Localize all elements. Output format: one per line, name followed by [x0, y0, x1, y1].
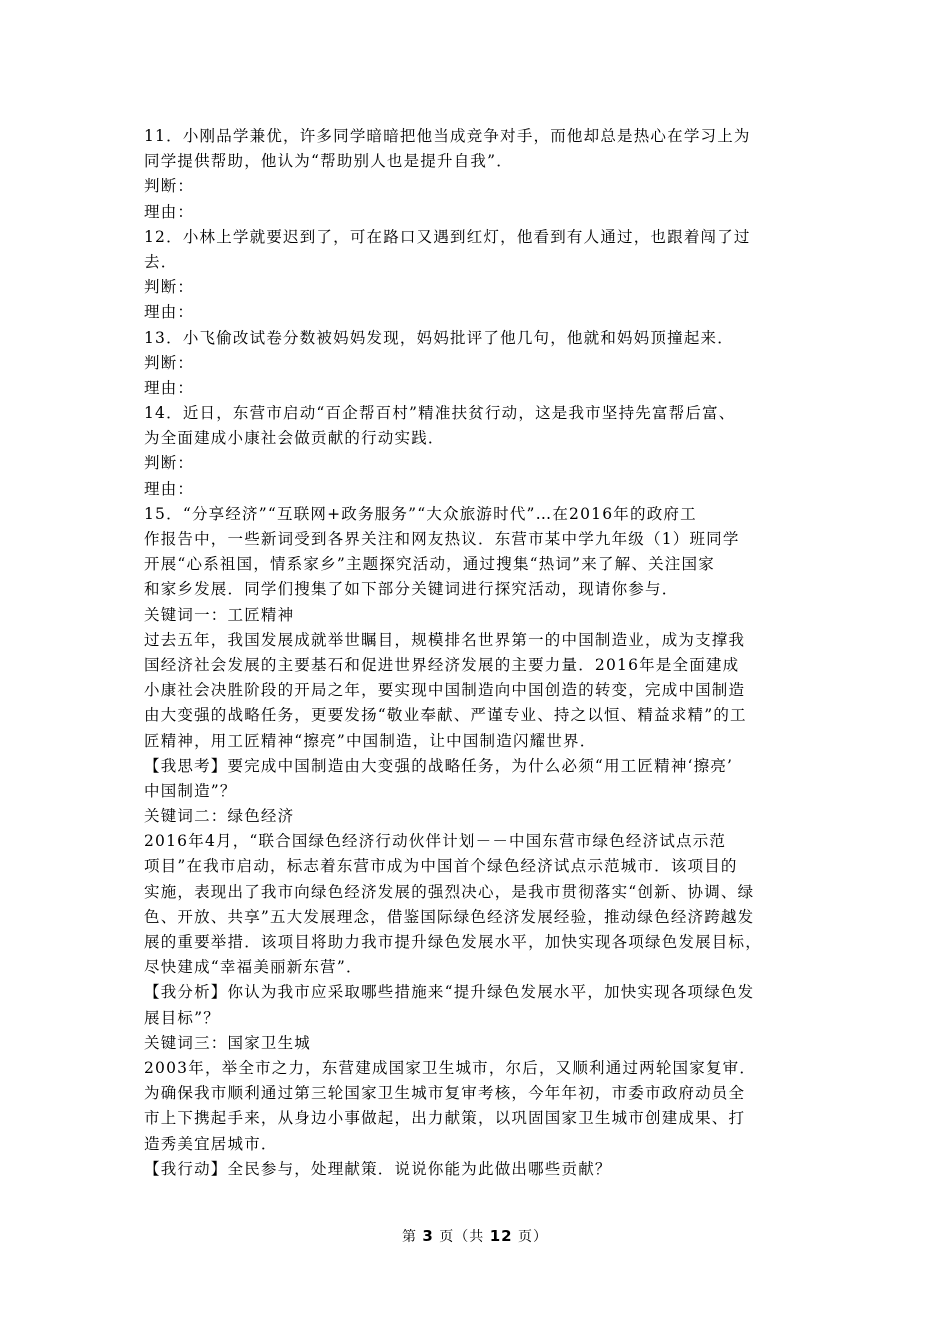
text-line: 展的重要举措．该项目将助力我市提升绿色发展水平，加快实现各项绿色发展目标，	[144, 933, 762, 951]
text-line: 匠精神，用工匠精神“擦亮”中国制造，让中国制造闪耀世界．	[144, 731, 597, 750]
text-line: 判断：	[144, 454, 195, 473]
text-line: 理由：	[144, 479, 195, 498]
text-line: 同学提供帮助，他认为“帮助别人也是提升自我”．	[144, 152, 513, 171]
text-line: 色、开放、共享”五大发展理念，借鉴国际绿色经济发展经验，推动绿色经济跨越发	[144, 907, 755, 926]
text-line: 为确保我市顺利通过第三轮国家卫生城市复审考核，今年年初，市委市政府动员全	[144, 1084, 746, 1103]
text-line: 理由：	[144, 202, 195, 221]
text-line: 造秀美宜居城市．	[144, 1134, 278, 1153]
text-line: 市上下携起手来，从身边小事做起，出力献策，以巩固国家卫生城市创建成果、打	[144, 1109, 746, 1128]
document-body	[144, 124, 808, 1182]
text-line: 实施，表现出了我市向绿色经济发展的强烈决心，是我市贯彻落实“创新、协调、绿	[144, 882, 755, 901]
text-line: 判断：	[144, 278, 195, 297]
text-line: 中国制造”？	[144, 781, 237, 800]
text-line: 14．近日，东营市启动“百企帮百村”精准扶贫行动，这是我市坚持先富帮后富、	[144, 404, 736, 423]
text-line: 国经济社会发展的主要基石和促进世界经济发展的主要力量．2016年是全面建成	[144, 655, 740, 674]
text-line: 关键词三：国家卫生城	[144, 1033, 312, 1052]
text-line: 理由：	[144, 303, 195, 322]
text-line: 和家乡发展．同学们搜集了如下部分关键词进行探究活动，现请你参与．	[144, 580, 679, 599]
text-line: 11．小刚品学兼优，许多同学暗暗把他当成竞争对手，而他却总是热心在学习上为	[144, 127, 751, 145]
text-line: 展目标”？	[144, 1008, 220, 1027]
text-line: 去．	[144, 252, 178, 271]
text-line: 关键词一：工匠精神	[144, 605, 295, 624]
text-line: 小康社会决胜阶段的开局之年，要实现中国制造向中国创造的转变，完成中国制造	[144, 681, 746, 700]
footer-middle: 页（共	[433, 1229, 490, 1245]
text-line: 【我行动】全民参与，处理献策．说说你能为此做出哪些贡献？	[144, 1159, 612, 1178]
text-line: 12．小林上学就要迟到了，可在路口又遇到红灯，他看到有人通过，也跟着闯了过	[144, 227, 751, 246]
text-line: 关键词二：绿色经济	[144, 807, 295, 826]
page-footer	[0, 1226, 950, 1246]
text-line: 尽快建成“幸福美丽新东营”．	[144, 958, 363, 977]
text-line: 过去五年，我国发展成就举世瞩目，规模排名世界第一的中国制造业，成为支撑我	[144, 630, 746, 649]
footer-suffix: 页）	[512, 1229, 549, 1245]
text-line: 理由：	[144, 378, 195, 397]
text-line: 2003年，举全市之力，东营建成国家卫生城市，尔后，又顺利通过两轮国家复审．	[144, 1058, 757, 1077]
text-line: 开展“心系祖国，情系家乡”主题探究活动，通过搜集“热词”来了解、关注国家	[144, 555, 715, 574]
text-line: 判断：	[144, 177, 195, 196]
text-line: 由大变强的战略任务，更要发扬“敬业奉献、严谨专业、持之以恒、精益求精”的工	[144, 706, 747, 725]
text-line: 作报告中，一些新词受到各界关注和网友热议．东营市某中学九年级（1）班同学	[144, 530, 740, 548]
footer-prefix: 第	[401, 1229, 423, 1245]
text-line: 【我思考】要完成中国制造由大变强的战略任务，为什么必须“用工匠精神‘擦亮’	[144, 756, 734, 775]
total-page-count: 12	[489, 1227, 513, 1245]
text-line: 2016年4月，“联合国绿色经济行动伙伴计划－－中国东营市绿色经济试点示范	[144, 832, 727, 851]
text-line: 15．“分享经济”“互联网+政务服务”“大众旅游时代”…在2016年的政府工	[144, 504, 697, 523]
text-line: 13．小飞偷改试卷分数被妈妈发现，妈妈批评了他几句，他就和妈妈顶撞起来．	[144, 328, 734, 347]
text-line: 判断：	[144, 353, 195, 372]
current-page-number: 3	[422, 1227, 434, 1245]
text-line: 为全面建成小康社会做贡献的行动实践．	[144, 429, 445, 448]
text-line: 【我分析】你认为我市应采取哪些措施来“提升绿色发展水平，加快实现各项绿色发	[144, 983, 755, 1002]
text-line: 项目”在我市启动，标志着东营市成为中国首个绿色经济试点示范城市．该项目的	[144, 857, 738, 876]
